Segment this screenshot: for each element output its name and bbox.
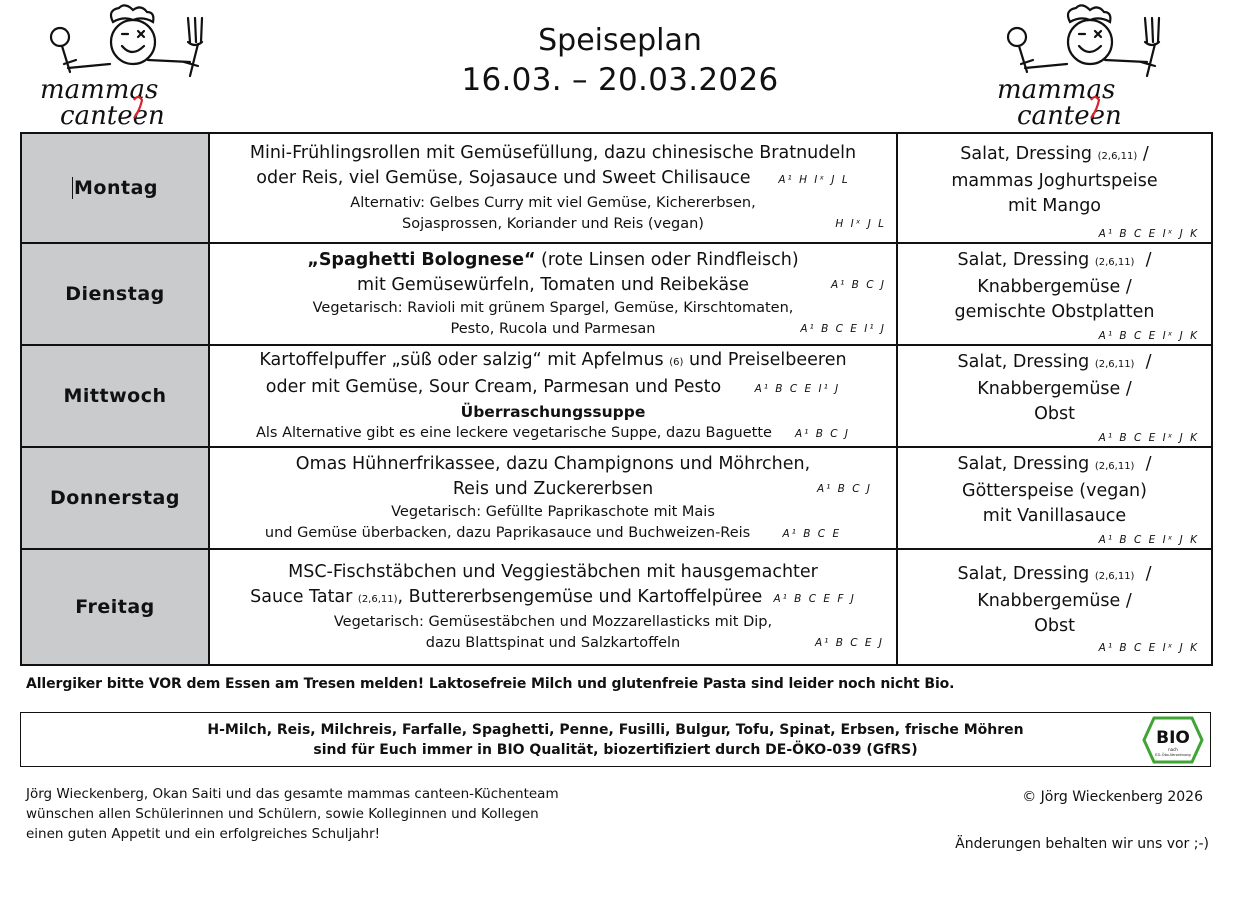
alt-line: Vegetarisch: Gefüllte Paprikaschote mit Mais <box>391 503 715 520</box>
day-label: Mittwoch <box>63 385 167 407</box>
main-line <box>210 375 896 402</box>
side-line <box>898 452 1211 479</box>
separator: / <box>1145 454 1152 474</box>
main-line <box>210 248 896 273</box>
allergen-codes: A¹ B C E Iˣ J K <box>1098 330 1199 342</box>
side-dish-cell <box>897 243 1212 345</box>
alt-line-text: Pesto, Rucola und Parmesan <box>450 321 656 337</box>
main-line <box>210 585 896 612</box>
main-line: Omas Hühnerfrikassee, dazu Champignons und Möhrchen, <box>295 453 811 474</box>
side-line <box>898 248 1211 275</box>
side-line <box>898 562 1211 589</box>
main-line-text: Kartoffelpuffer „süß oder salzig“ mit Apfelmus <box>259 349 664 370</box>
table-row <box>21 345 1212 447</box>
main-dish-cell <box>209 345 897 447</box>
allergen-codes: A¹ B C J <box>830 279 886 291</box>
date-range: 16.03. – 20.03.2026 <box>461 62 779 98</box>
main-line-text: Sauce Tatar <box>250 587 353 607</box>
alt-line: Vegetarisch: Gemüsestäbchen und Mozzarellasticks mit Dip, <box>333 614 773 630</box>
main-dish-cell <box>209 133 897 243</box>
side-text: Salat, Dressing <box>957 250 1090 270</box>
svg-text:canteen: canteen <box>1017 101 1122 128</box>
day-label: Montag <box>74 176 158 199</box>
allergen-codes: A¹ B C E <box>782 527 842 540</box>
table-row <box>21 133 1212 243</box>
side-line: mit Vanillasauce <box>982 506 1127 526</box>
allergy-note: Allergiker bitte VOR dem Essen am Tresen melden! Laktosefreie Milch und glutenfreie Pasta sind leider noch nicht Bio. <box>26 676 955 692</box>
side-text: Salat, Dressing <box>960 144 1093 164</box>
side-line <box>898 142 1211 169</box>
alt-line-text: dazu Blattspinat und Salzkartoffeln <box>425 635 681 651</box>
bio-line: H-Milch, Reis, Milchreis, Farfalle, Spaghetti, Penne, Fusilli, Bulgur, Tofu, Spinat, Erbsen, frische Möhren <box>207 722 1024 738</box>
greeting-line: einen guten Appetit und ein erfolgreiches Schuljahr! <box>26 826 381 842</box>
alt-line <box>210 319 896 340</box>
main-dish-cell <box>209 447 897 549</box>
side-dish-cell <box>897 447 1212 549</box>
separator: / <box>1142 144 1149 164</box>
allergen-codes: A¹ B C E F J <box>773 593 856 605</box>
soup-title: Überraschungssuppe <box>460 402 646 421</box>
main-line-text: oder Reis, viel Gemüse, Sojasauce und Sweet Chilisauce <box>256 168 751 188</box>
text-cursor <box>72 177 73 199</box>
mascot-icon <box>995 4 1175 128</box>
allergen-codes: A¹ B C E I¹ J <box>800 323 886 335</box>
side-line: Knabbergemüse / <box>977 277 1132 297</box>
svg-text:canteen: canteen <box>60 101 165 128</box>
additive-codes: (2,6,11) <box>1094 359 1135 370</box>
main-dish-cell <box>209 243 897 345</box>
side-line: Obst <box>1034 616 1075 636</box>
main-line-text: Reis und Zuckererbsen <box>452 478 654 499</box>
main-line <box>210 348 896 375</box>
mammas-canteen-logo-left <box>38 4 218 128</box>
table-row <box>21 549 1212 665</box>
alt-line <box>210 633 896 654</box>
greeting <box>26 784 559 844</box>
main-line-text: (rote Linsen oder Rindfleisch) <box>535 250 799 270</box>
greeting-line: wünschen allen Schülerinnen und Schülern, sowie Kolleginnen und Kollegen <box>26 806 539 822</box>
alt-line <box>210 523 896 545</box>
additive-codes: (2,6,11) <box>1094 461 1135 472</box>
day-cell <box>21 447 209 549</box>
greeting-line: Jörg Wieckenberg, Okan Saiti und das gesamte mammas canteen-Küchenteam <box>26 786 559 802</box>
additive-codes: (2,6,11) <box>1097 151 1138 162</box>
copyright: © Jörg Wieckenberg 2026 <box>1022 789 1203 805</box>
additive-codes: (2,6,11) <box>1094 257 1135 268</box>
bio-line: sind für Euch immer in BIO Qualität, biozertifiziert durch DE-ÖKO-039 (GfRS) <box>313 742 918 758</box>
allergen-codes: A¹ B C E Iˣ J K <box>1098 642 1199 654</box>
allergen-codes: A¹ H Iˣ J L <box>778 174 850 186</box>
side-text: Salat, Dressing <box>957 352 1090 372</box>
allergen-codes: A¹ B C E Iˣ J K <box>1098 432 1199 444</box>
main-line <box>210 166 896 193</box>
separator: / <box>1145 250 1152 270</box>
svg-text:EG-Öko-Verordnung: EG-Öko-Verordnung <box>1155 753 1191 757</box>
title-block <box>360 22 880 100</box>
day-label: Freitag <box>75 596 155 618</box>
allergen-codes: A¹ B C J <box>794 427 851 440</box>
allergen-codes: A¹ B C E Iˣ J K <box>1098 228 1199 240</box>
allergen-codes: A¹ B C E J <box>814 637 884 649</box>
svg-text:BIO: BIO <box>1156 728 1190 748</box>
alt-line-text: und Gemüse überbacken, dazu Paprikasauce und Buchweizen-Reis <box>264 524 751 541</box>
day-cell <box>21 243 209 345</box>
side-line: Götterspeise (vegan) <box>962 481 1147 501</box>
main-line: Mini-Frühlingsrollen mit Gemüsefüllung, dazu chinesische Bratnudeln <box>249 143 857 163</box>
separator: / <box>1145 352 1152 372</box>
side-text: Salat, Dressing <box>957 454 1090 474</box>
main-line <box>210 273 896 298</box>
day-cell <box>21 133 209 243</box>
side-dish-cell <box>897 133 1212 243</box>
day-label: Dienstag <box>65 283 165 305</box>
allergen-codes: A¹ B C J <box>816 482 872 495</box>
svg-text:nach: nach <box>1168 747 1178 752</box>
side-line: Knabbergemüse / <box>977 379 1132 399</box>
side-line: Knabbergemüse / <box>977 591 1132 611</box>
alt-line <box>210 423 896 445</box>
bio-info-box <box>20 712 1211 767</box>
additive-codes: (2,6,11) <box>357 594 398 605</box>
side-line: Obst <box>1034 404 1075 424</box>
alt-line: Alternativ: Gelbes Curry mit viel Gemüse, Kichererbsen, <box>350 195 756 211</box>
side-line: mammas Joghurtspeise <box>951 171 1158 191</box>
day-cell <box>21 345 209 447</box>
bio-text <box>21 713 1210 760</box>
alt-line: Vegetarisch: Ravioli mit grünem Spargel, Gemüse, Kirschtomaten, <box>312 300 794 316</box>
table-row <box>21 447 1212 549</box>
additive-codes: (2,6,11) <box>1094 571 1135 582</box>
alt-line <box>210 214 896 235</box>
separator: / <box>1145 564 1152 584</box>
mammas-canteen-logo-right <box>995 4 1175 128</box>
day-cell <box>21 549 209 665</box>
day-label: Donnerstag <box>50 487 180 509</box>
main-dish-cell <box>209 549 897 665</box>
main-line <box>210 477 896 502</box>
svg-text:mammas: mammas <box>997 75 1116 105</box>
side-dish-cell <box>897 549 1212 665</box>
menu-table <box>20 132 1213 666</box>
side-line: mit Mango <box>1007 196 1102 216</box>
main-line-text: , Buttererbsengemüse und Kartoffelpüree <box>397 587 763 607</box>
alt-line-text: Sojasprossen, Koriander und Reis (vegan) <box>402 216 704 232</box>
side-text: Salat, Dressing <box>957 564 1090 584</box>
mascot-icon <box>38 4 218 128</box>
main-line-text: oder mit Gemüse, Sour Cream, Parmesan und Pesto <box>265 376 722 397</box>
alt-line-text: Als Alternative gibt es eine leckere vegetarische Suppe, dazu Baguette <box>255 424 772 441</box>
allergen-codes: A¹ B C E I¹ J <box>754 382 841 395</box>
dish-highlight: „Spaghetti Bolognese“ <box>307 250 536 270</box>
allergen-codes: A¹ B C E Iˣ J K <box>1098 534 1199 546</box>
additive-codes: (6) <box>669 356 684 368</box>
side-dish-cell <box>897 345 1212 447</box>
side-line <box>898 350 1211 377</box>
disclaimer: Änderungen behalten wir uns vor ;-) <box>955 836 1209 852</box>
main-line: MSC-Fischstäbchen und Veggiestäbchen mit hausgemachter <box>288 562 818 582</box>
bio-seal-icon <box>1142 716 1204 764</box>
main-line-text: und Preiselbeeren <box>689 349 847 370</box>
main-line-text: mit Gemüsewürfeln, Tomaten und Reibekäse <box>357 275 749 295</box>
allergen-codes: H Iˣ J L <box>835 218 886 230</box>
side-line: gemischte Obstplatten <box>954 302 1155 322</box>
svg-text:mammas: mammas <box>40 75 159 105</box>
table-row <box>21 243 1212 345</box>
page-title: Speiseplan <box>538 23 702 58</box>
